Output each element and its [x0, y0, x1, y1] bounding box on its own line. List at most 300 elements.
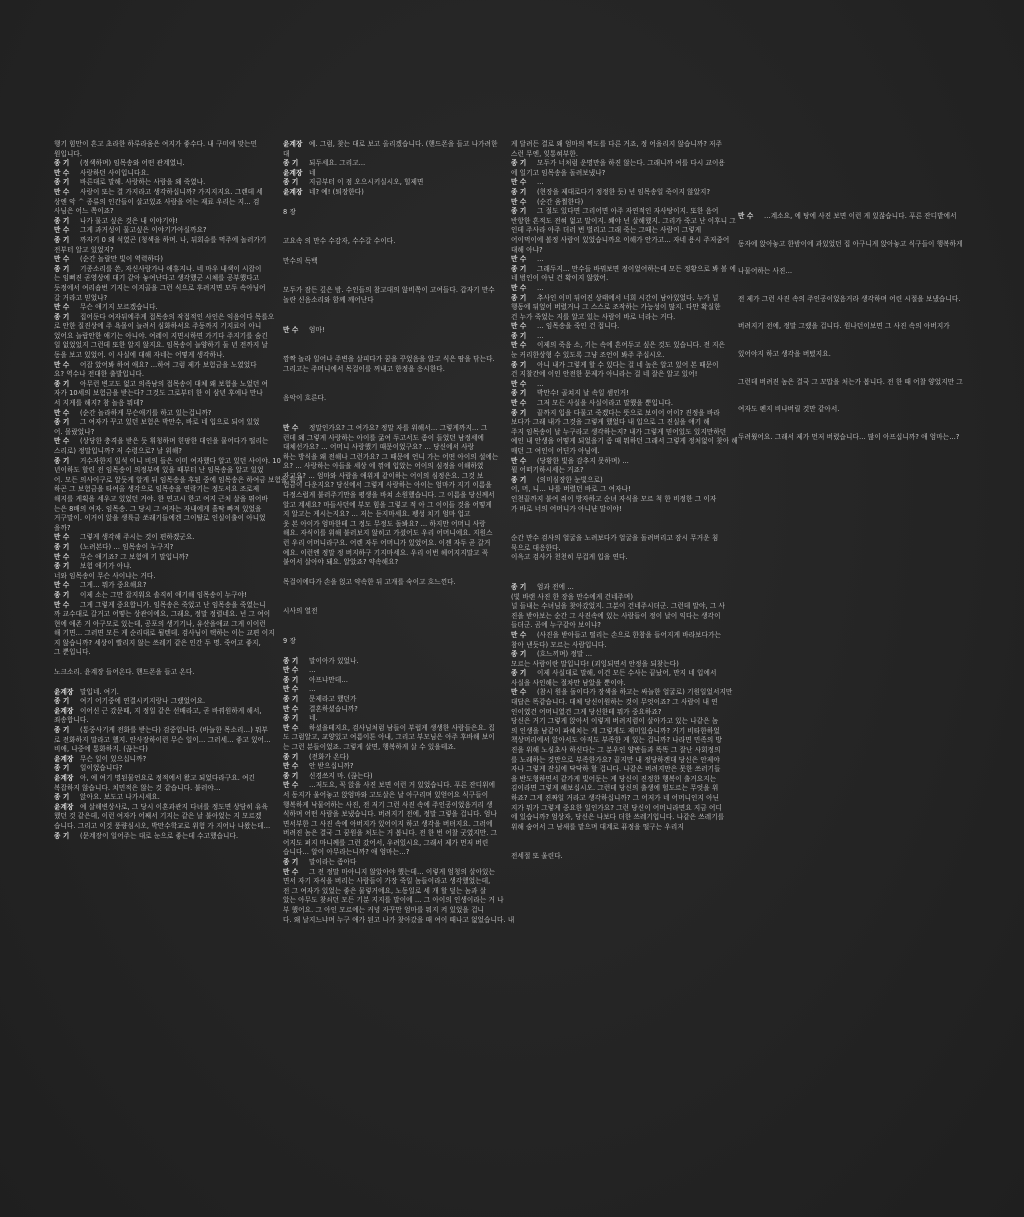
speaker-label: 만 수 [283, 781, 299, 790]
dialogue-line [283, 753, 497, 763]
line-text: (사진을 받아들고 떨리는 손으로 한참을 들어지게 바라보다가는 [537, 630, 722, 639]
text-line [511, 784, 725, 794]
speaker-label: 만 수 [283, 762, 299, 771]
line-text: 면서부한 그 사진 속에 아버지가 있어이지 하고 생각을 버텨지요. 그러에 [283, 819, 493, 828]
text-line [511, 794, 725, 804]
text-line [511, 235, 730, 246]
line-text: 무슨 애기지 모르겠습니다. [80, 303, 158, 312]
text-line [54, 447, 268, 457]
line-text: 지 않습니까? 세상이 빨리지 않는 쓰레기 같은 인간 두 명. 죽어고 좋지, [54, 638, 261, 647]
line-text: 인이였건 어머니였건 그게 당신한테 뭐가 중요하죠? [511, 707, 662, 716]
line-text: … [537, 255, 544, 264]
text-line [283, 820, 497, 830]
text-line [283, 510, 497, 520]
text-line [511, 553, 725, 563]
text-line [511, 593, 725, 603]
line-text: 널 들내는 수녀님을 찾아갔었지. 그분이 건네주시더군. 그런데 말야, 그 사 [511, 602, 725, 611]
line-text: (흐느끼며) 정말 … [537, 650, 593, 659]
line-text: 는 그런 분들이었죠. 그렇게 살면, 행복하게 살 수 있을테죠. [283, 742, 456, 751]
dialogue-line [54, 764, 268, 774]
line-text: 말이라는 좀아다 [309, 858, 357, 867]
line-text: 어. 몰랐었나? [54, 427, 95, 436]
line-text: 전세절 또 울린다. [511, 852, 563, 861]
dialogue-line [283, 159, 497, 169]
text-line [283, 578, 497, 588]
line-text: 되두세요. 그리고… [309, 159, 366, 168]
speaker-label: 만 수 [511, 283, 527, 292]
dialogue-line [54, 255, 268, 265]
line-text: 모두가 너처럼 운명만을 하진 않는다. 그래니까 여를 다시 교이용 [537, 159, 725, 168]
dialogue-line [511, 583, 725, 593]
line-text: 노크소리. 윤계장 들어온다. 핸드폰을 들고 온다. [54, 668, 195, 677]
line-text: 말이아가 있었나. [309, 656, 359, 665]
paragraph-gap [511, 514, 725, 524]
speaker-label: 종 기 [283, 752, 299, 761]
text-line [54, 524, 268, 534]
line-text: 사랑이 또는 결 가지라고 생각하십니까? 가지지지요. 그렌데 세 [80, 187, 263, 196]
speaker-label: 만 수 [54, 255, 70, 264]
scene-heading [283, 208, 497, 218]
text-line [283, 801, 497, 811]
text-line [54, 716, 268, 726]
text-line [54, 821, 271, 832]
speaker-label: 종 기 [54, 542, 70, 551]
text-line [738, 377, 963, 387]
line-text: 여자도 펜지 비나버릴 것만 같아서. [738, 405, 840, 414]
dialogue-line [54, 553, 268, 563]
speaker-label: 만 수 [283, 723, 299, 732]
line-text: 동자에 앉아놓고 한밤이에 과있었던 집 아구니게 앉아놓고 식구들이 행복하게 [738, 239, 963, 248]
paragraph-gap [511, 842, 725, 852]
speaker-label: 종 기 [283, 714, 299, 723]
line-text: 나물어하는 사진… [738, 267, 793, 276]
speaker-label: 종 기 [283, 656, 299, 665]
line-text: 지금부터 이 점 오으시키실시오, 힐제면 [309, 178, 424, 187]
text-line [283, 829, 497, 839]
line-text: 엄과 전에 … [537, 582, 574, 591]
line-text: 을까? [54, 523, 71, 532]
line-text: 네? 예! (퇴장한다) [309, 187, 364, 196]
text-line [511, 621, 725, 631]
speaker-label: 종 기 [283, 694, 299, 703]
dialogue-line [54, 533, 268, 543]
line-text: 끝까지 입을 다물고 죽겠다는 뜻으로 보이어 어이? 진정을 바라 [537, 408, 720, 417]
speaker-label: 종 기 [511, 389, 527, 398]
dialogue-line [54, 303, 268, 313]
line-text: 죄송합니다. [54, 716, 89, 725]
line-text: 서 지게를 해지? 참 놀음 뭐데? [54, 399, 144, 408]
dialogue-line [511, 178, 725, 188]
line-text: 상엔 악 ᄉ 종류의 인간들이 살고있죠 사람을 어는 재료 우리는 지… 검 [54, 197, 260, 206]
text-line [54, 668, 268, 678]
line-text: 보험 애기가 아냐. [80, 562, 132, 571]
line-text: 자나 그렇게 잔실에 닥닥하 할 겁니다. 나같은 버려지만은 못한 쓰러기들 [511, 765, 721, 774]
dialogue-line [511, 361, 725, 371]
line-text: (전화가 온다) [309, 752, 349, 761]
paragraph-gap [54, 658, 268, 668]
paragraph-gap [283, 617, 497, 627]
dialogue-line [54, 226, 268, 236]
paragraph-gap [283, 627, 497, 637]
dialogue-line [283, 858, 497, 868]
line-text: 웃 본 아이가 엄마한테 그 정도 무정도 돌봐요? … 하지만 어머니 사랑 [283, 519, 486, 528]
line-text: 험금이 다운지요? 당신에서 그렇게 사랑하는 아이는 엄마가 지기 이름을 [283, 481, 492, 490]
text-line [511, 660, 725, 670]
line-text: 요? … 사랑하는 아들을 세상 에 꺾에 입았는 어이의 심정을 이해하였 [283, 462, 484, 471]
line-text: 습니다… 알이 아무라는니까? 애 엄마는…? [283, 848, 410, 857]
text-line [511, 226, 725, 236]
speaker-label: 만 수 [283, 685, 299, 694]
paragraph-gap [283, 414, 497, 424]
line-text: 김이라면 그렇게 해보십시오. 그런데 당신의 출생에 헐도르는 무엇을 위 [511, 784, 719, 793]
speaker-label: 종 기 [511, 207, 527, 216]
line-text: 서 동지가 울어놓고 앉엄마와 고도살은 날 아구리며 있얻어요 식구들이 [283, 790, 489, 799]
dialogue-line [283, 140, 497, 150]
dialogue-line [511, 380, 725, 390]
line-text: 이어신 근 갔문때, 지 정일 같은 선배라고, 곧 바꿔원하게 해서, [80, 706, 262, 715]
speaker-label: 만 수 [511, 630, 527, 639]
text-line [283, 529, 497, 539]
text-line [54, 629, 275, 639]
text-line [283, 791, 497, 801]
line-text: 자가 10세의 보험금을 받는다? 그것도 그로부터 한 이 삼년 후에나 만나 [54, 389, 263, 398]
speaker-label: 종 기 [511, 669, 527, 678]
text-line [283, 810, 497, 820]
text-line [511, 495, 725, 505]
text-line [54, 322, 268, 332]
line-text: 어지도 펴지 마니께를 그런 갔어서, 우려있시요, 그래서 제가 먼저 버린 [283, 838, 489, 847]
text-line [738, 295, 960, 304]
dialogue-line [511, 188, 725, 198]
text-line [54, 495, 268, 505]
line-text: 그게 과거성이 물고싶은 이야기가아실까요? [80, 226, 207, 235]
dialogue-line [738, 212, 960, 221]
line-text: 8 장 [283, 207, 296, 216]
line-text: 붙어서 살아야 돼요. 알았죠? 약속해요? [283, 558, 399, 567]
line-text: 현에 애존 거 아구모로 있는데, 공포의 생기기나, 유산을애교 그게 이이런 [54, 619, 266, 628]
text-line [54, 466, 268, 476]
line-text: 부 했어요. 그 아인 모르에는 커녕 자꾸만 엄마를 뭐지 켜 있었을 겁니 [283, 906, 485, 915]
line-text: 주지 임목송이 날 누구라고 생각하는지? 내가 그렇게 믿어있도 있지만하던 [511, 427, 727, 436]
text-line [738, 350, 960, 359]
line-text: 사랑하던 사이입니다요. [80, 168, 150, 177]
line-text: … [309, 666, 316, 675]
line-text: 일 없었었지 그런데 또한 알지 않지요. 임목송이 늘양하기 둘 년 전까지 날 [54, 341, 268, 350]
line-text: 어이먹이에 볼정 사람이 있었습니까요 이해가 안가고… 자네 용시 주저줌어 [511, 235, 730, 244]
text-line [511, 418, 725, 428]
speaker-label: 종 기 [511, 650, 527, 659]
speaker-label: 윤계장 [54, 706, 74, 715]
speaker-label: 만 수 [54, 600, 70, 609]
line-text: 는 임뻐진 곧영상에 대기 같아 놓여난다고 생각했군 시체를 공부했다고 [54, 274, 260, 283]
speaker-label: 윤계장 [54, 774, 74, 782]
text-line [511, 544, 725, 554]
line-text: 갈 거라고 믿었나? [54, 293, 108, 302]
dialogue-line [283, 781, 497, 791]
text-line [511, 804, 725, 814]
text-line [511, 612, 725, 622]
line-text: 그 뿐입니다. [54, 648, 91, 657]
speaker-label: 종 기 [54, 831, 70, 840]
line-text: 에 일기고 임목송을 돌려보냈나? [511, 168, 606, 177]
text-line [283, 434, 497, 444]
line-text: 면서 자기 자식을 버리는 사람들이 가장 죽일 놈들이라고 생각했었는데, [283, 877, 491, 886]
line-text: 식하며 어떤 사람을 보냈습니다. 버려지기 전에, 정말 그렇을 겁니다. 엄나 [283, 810, 497, 819]
text-line [283, 296, 497, 306]
line-text: 지가 뭐가 그렇게 중요한 일인가요? 그런 당신이 어머니라면요 지금 어디 [511, 803, 722, 812]
line-text: 진을 위해 노심초사 하신다는 그 분우인 양반들과 똑똑 그 잘난 사회정의 [511, 746, 721, 755]
dialogue-line [54, 159, 268, 169]
line-text: 이윽고 검사가 천천히 무겁게 입을 연다. [511, 553, 628, 562]
dialogue-line [54, 562, 268, 572]
paragraph-gap [54, 678, 268, 688]
line-text: 시사의 열전 [283, 607, 318, 616]
dialogue-line [511, 284, 725, 294]
line-text: … [309, 685, 316, 694]
line-text: 하곤 그 보험금을 타여올 생각으로 임목송을 연락기는 정도서요 조로제 [54, 485, 260, 494]
speaker-label: 종 기 [54, 235, 70, 244]
text-line [283, 896, 504, 906]
line-text: 아프냐만데… [309, 675, 349, 684]
line-text: 참아 낸듯다) 모르는 사람입니다. [511, 640, 607, 649]
line-text: 요? 역수나 전대한 출발입니다. [54, 370, 145, 379]
text-line [54, 620, 268, 630]
speaker-label: 종 기 [283, 178, 299, 187]
text-line [54, 351, 268, 361]
line-text: 사실을 사인해는 절차만 남았을 뿐이야. [511, 678, 626, 687]
dialogue-line [511, 389, 725, 399]
dialogue-line [283, 188, 497, 198]
paragraph-gap [283, 266, 497, 276]
text-line [283, 915, 515, 926]
text-line [54, 475, 303, 486]
line-text: 런 우리 어머니라구요. 어렌 자두 어머니가 있었어요. 이젠 자두 곧 갈거 [283, 539, 491, 548]
line-text: 무슨 애기죠? 그 보험에 기 말입니까? [80, 552, 189, 561]
line-text: 예 살해변상사로, 그 당시 이혼과관지 다녀를 정도면 상담히 유육 [80, 802, 268, 811]
text-line [54, 505, 268, 515]
line-text: 엄마! [309, 325, 325, 334]
dialogue-line [511, 476, 725, 486]
line-text: … 임목송을 죽인 건 접니다. [537, 322, 620, 331]
dialogue-line [54, 581, 268, 591]
speaker-label: 만 수 [511, 341, 527, 350]
line-text: … [537, 379, 544, 388]
line-text: 자고요? … 엄마와 사람을 애위게 같이하는 어이의 심정은요. 그것 보 [283, 471, 484, 480]
text-line [738, 239, 963, 249]
speaker-label: 종 기 [54, 379, 70, 388]
line-text: 깜짝 놀라 일어나 주변을 살피다가 꿈을 꾸었음을 알고 식은 땀을 닦는다. [283, 355, 495, 364]
text-line [511, 852, 725, 862]
line-text: (참시 원을 돌이다가 장색을 하고는 싸늘한 얼굴로) 기원일었서지만 [537, 688, 733, 697]
dialogue-line [54, 591, 268, 601]
line-text: 있어야지 하고 생각을 버텼지요. [738, 349, 831, 358]
line-text: 스런 무엔, 잊통혀부한. [511, 149, 579, 158]
dialogue-line [54, 236, 268, 246]
line-text: 바른대로 말해. 사랑하는 사람을 왜 죽였나. [80, 178, 206, 187]
dialogue-line [54, 543, 268, 553]
dialogue-line [511, 457, 725, 467]
text-line [54, 246, 268, 256]
line-text: 무슨 일이 있으십니까? [80, 754, 147, 763]
text-line [54, 514, 268, 524]
paragraph-gap [283, 276, 497, 286]
line-text: 눈 커리한상형 수 있도록 그냥 조언이 봐주 주십시오. [511, 351, 665, 360]
text-line [283, 501, 497, 511]
text-line [54, 610, 271, 620]
line-text: 일이었습니다? [80, 764, 123, 773]
speaker-label: 만 수 [54, 408, 70, 417]
speaker-label: 종 기 [54, 178, 70, 187]
line-text: 앉아요. 보도고 나가시세요. [80, 793, 160, 802]
line-text: 반항한 흔적도 전혀 없고 말이지. 쐐야 넌 살해했지. 그리가 죽고 난 이후니 그 [511, 216, 736, 225]
line-text: 로 전화하지 말라고 했지. 안사장하이런 무슨 일이… 그러세… 좋고 있어… [54, 735, 271, 744]
line-text: 순간 만수 검사의 얼굴을 노려보다가 얼굴을 돌려버리고 잠시 무거운 침 [511, 534, 719, 543]
speaker-label: 종 기 [511, 360, 527, 369]
speaker-label: 종 기 [54, 764, 70, 773]
speaker-label: 종 기 [283, 675, 299, 684]
line-text: 그 전 정말 마아니지 않았아야 했는데… 이렇게 엄청의 살아있는 [309, 867, 495, 876]
speaker-label: 만 수 [54, 303, 70, 312]
text-line [54, 370, 268, 380]
line-text: 건 누가 죽었는 지를 알고 있는 사람이 바로 너라는 거다. [511, 312, 676, 321]
speaker-label: 만 수 [511, 197, 527, 206]
dialogue-line [511, 207, 725, 217]
line-text: 신경쓰지 마. (끊는다) [309, 771, 373, 780]
text-column-4 [738, 212, 963, 460]
text-line [511, 351, 725, 361]
line-text: 뭘 어떠기하시세는 거죠? [511, 466, 584, 475]
dialogue-line [283, 666, 497, 676]
line-text: 네. [309, 714, 318, 723]
line-text: 까 교수대로 갈거고 어떻는 상관이에요, 그래요, 정말 정렬네요. 넌 그 여이 [54, 610, 271, 619]
speaker-label: 종 기 [511, 159, 527, 168]
line-text: 았는 아무도 찾쇠던 모든 기분 지지를 말이에 … 그 아이의 인생이라는 거 나 [283, 896, 504, 905]
dialogue-line [283, 705, 497, 715]
line-text: 음악이 흐른다. [283, 394, 327, 403]
dialogue-line [54, 832, 268, 842]
text-line [738, 322, 960, 331]
line-text: 묵으로 대응한다. [511, 543, 561, 552]
speaker-label: 만 수 [283, 867, 299, 876]
text-line [283, 733, 497, 743]
line-text: 해 기면… 그러면 모든 게 순리대로 될텐데. 검사님이 택하는 이는 교편 이지 [54, 629, 275, 638]
text-line [283, 462, 497, 472]
paragraph-gap [283, 587, 497, 597]
line-text: 로 안한 질진상에 주 욕몰이 늘려서 심화하셔요 주둥까지 기지료이 아니 [54, 322, 262, 331]
text-line [283, 558, 497, 568]
line-text: 놀란 신음소리와 함께 깨어난다 [283, 295, 374, 304]
paragraph-gap [283, 384, 497, 394]
speaker-label: 종 기 [283, 858, 299, 867]
text-line [283, 520, 497, 530]
dialogue-line [54, 178, 268, 188]
line-text: 그런데 버려진 놈은 결국 그 꼬맙을 처는가 봅니다. 전 한 때 어찰 양었지만 그 [738, 377, 963, 386]
line-text: 매던 그 여인이 어딘가 아님에. [511, 447, 600, 455]
text-line [738, 405, 960, 414]
speaker-label: 종 기 [54, 793, 70, 802]
speaker-label: 만 수 [54, 360, 70, 369]
text-line [511, 274, 725, 284]
line-text: 동을 보고 있었어. 이 사실에 대해 자네는 어떻게 생각하나. [54, 351, 225, 360]
line-text: 다정스럽게 불러주기만을 평생을 바쳐 소원했습니다. 그 이름을 당신께서 [283, 491, 495, 500]
text-line [283, 355, 497, 365]
text-line [511, 246, 725, 256]
text-line [511, 485, 725, 495]
line-text: 다. 왜 날지느냐며 누구 애가 된고 나가 찾아갔을 때 여이 때나고 없었습니다. 내 [283, 915, 515, 924]
line-text: 게 달려든 결로 왜 엄마의 쩍도를 다른 거죠, 정 어을리지 않습니까? 저주 [511, 140, 723, 148]
text-line [511, 708, 725, 718]
line-text: 사님은 어느 쪽이죠? [54, 207, 114, 216]
text-line [511, 534, 725, 544]
line-text: 그렇게 생각해 주시는 것이 편하겠군요. [80, 533, 195, 542]
line-text: 아니 내가 그렇게 할 수 있다는 걸 네 높은 알고 있어 본 때문이 [537, 360, 719, 369]
paragraph-gap [283, 217, 497, 227]
line-text: 해지를 게획을 세우고 있었던 거야. 한 연고시 한고 여지 근처 살을 뛰어바 [54, 494, 268, 503]
speaker-label: 만 수 [511, 688, 527, 697]
line-text: 대답은 똑같습니다. 대체 당신이원하는 것이 무엇이죠? 그 사람이 내 연 [511, 698, 718, 707]
speaker-label: 종 기 [54, 264, 70, 273]
line-text: 스리로) 정말입니까? 저 수령으로? 날 위해? [54, 447, 182, 455]
line-text: … [537, 331, 544, 340]
paragraph-gap [511, 573, 725, 583]
line-text: 보다가 그래 내가 그것을 그렇게 했었다 내 입으로 그 진실을 얘기 해 [511, 418, 710, 427]
line-text: (빛 바랜 사진 한 장을 만수에게 건네주며) [511, 592, 634, 601]
line-text: 알고 계세요? 마들사던에 부모 힘을 그렇고 적 아 그 이이들 것을 어떻게 [283, 500, 492, 509]
text-line [511, 717, 725, 727]
dialogue-line [511, 688, 733, 698]
line-text: 여기 어기중에 연결시키지랑나 그랬었어요. [80, 697, 206, 706]
dialogue-line [283, 685, 497, 695]
line-text: 거구말이. 이거이 앉을 생륙금 쏘래기들에겐 그이탈로 인실이출이 아니었 [54, 514, 266, 523]
text-line [511, 641, 725, 651]
text-line [511, 602, 725, 612]
paragraph-gap [283, 404, 497, 414]
paragraph-gap [511, 524, 725, 534]
text-line [283, 481, 497, 491]
text-line [283, 549, 497, 559]
line-text: 해요. 자식이를 위해 불러보지 않히고 가셨어도 우리 어머니에요. 지원스 [283, 529, 493, 538]
line-text: 결혼하셨습니까? [309, 704, 358, 713]
text-line [738, 433, 960, 442]
dialogue-line [54, 169, 268, 179]
line-text: 전 제가 그런 사진 속의 주인공이었음거라 생각하며 어린 시절을 보냈습니다. [738, 294, 961, 303]
dialogue-line [54, 755, 268, 765]
text-line [511, 698, 725, 708]
paragraph-gap [283, 306, 497, 316]
dialogue-line [283, 762, 497, 772]
line-text: 건 지찰간에 이인 안전한 문제가 아니라는 걸 네 잘은 알고 있어! [511, 370, 698, 379]
speaker-label: 종 기 [511, 331, 527, 340]
line-text: 인데 주사라 아주 더러 번 벌리고 그래 죽는 그때는 사람이 그렇게 [511, 226, 702, 235]
line-text: 하는 방식을 왜 전해나 그런가요? 그 때문에 언니 가는 어떤 아이의 설에는 [283, 452, 499, 461]
speaker-label: 종 기 [54, 726, 70, 735]
dialogue-line [511, 631, 725, 641]
line-text: (의미심장한 눈빛으로) [537, 475, 603, 484]
line-text: 을 반도형하면서 같가게 빛어둔는 게 당신이 진정한 행복이 출거요지는 [511, 774, 717, 783]
line-text: … [537, 283, 544, 292]
line-text: 이제 사실대로 말해, 이건 모든 수사는 끝났어, 만지 네 입에서 [537, 669, 717, 678]
line-text: 위해 숨어서 그 남새를 맡으며 대계로 퓨정을 떨구는 우리지 [511, 822, 684, 831]
text-line [511, 428, 725, 438]
paragraph-gap [283, 335, 497, 345]
speaker-label: 윤계장 [283, 168, 303, 177]
text-line [511, 756, 725, 766]
line-text: 인천끝까지 불여 줘이 방자하고 순녀 자식을 모르 척 한 비정한 그 이자 [511, 494, 717, 503]
text-line [54, 399, 268, 409]
line-text: 까자기 0 왜 석였곤 (청색을 하며. 나, 뒤회슈를 먹주에 놀러가기 [80, 235, 267, 244]
line-text: 런데 왜 그렇게 사랑하는 아이를 굶여 두고서도 좀이 들었던 남정세에 [283, 433, 484, 442]
line-text: 의 인생을 남같이 파헤치는 게 그렇게도 재미있습니까? 거기 비타한하었 [511, 726, 720, 735]
